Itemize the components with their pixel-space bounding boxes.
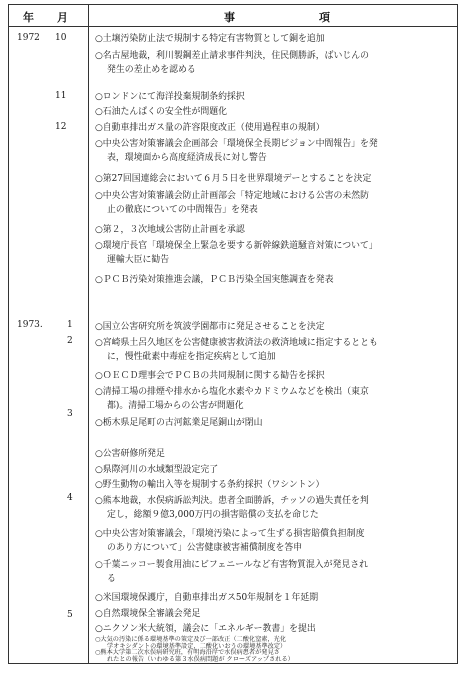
event-item: ○ＯＥＣＤ理事会でＰＣＢの共同規制に関する勧告を採択 bbox=[95, 371, 325, 381]
year-label: 1973. bbox=[17, 320, 43, 330]
event-item: ○ニクソン米大統領，議会に「エネルギー教書」を提出 bbox=[95, 624, 316, 634]
event-item: ○自然環境保全審議会発足 bbox=[95, 609, 201, 619]
event-item: ○中央公害対策審議会企画部会「環境保全長期ビジョン中間報告」を発 表，環境面から高度経済成長に対し警告 bbox=[95, 139, 378, 163]
event-item: ○熊本大学第二次水俣病研究班，有明海沿岸で水俣病患者が発見さ れたとの報告（いわゆる第３水俣病問題が クローズアップされる） bbox=[95, 649, 294, 663]
date-column-header bbox=[9, 5, 89, 26]
month-label: 1 bbox=[67, 320, 73, 330]
event-item: ○大気の汚染に係る環境基準の策定及び一部改正（二酸化窒素，光化 学オキシダントの環境基準設定，二酸化いおうの環境基準改定） bbox=[95, 636, 287, 650]
month-label: 4 bbox=[67, 493, 73, 503]
event-item: ○国立公害研究所を筑波学園都市に発足させることを決定 bbox=[95, 322, 325, 332]
event-item: ○公害研修所発足 bbox=[95, 449, 165, 459]
month-label: 12 bbox=[55, 122, 67, 132]
event-item: ○土壌汚染防止法で規制する特定有害物質として銅を追加 bbox=[95, 34, 325, 44]
month-label: 11 bbox=[55, 91, 67, 101]
event-item: ○清掃工場の排煙や排水から塩化水素やカドミウムなどを検出（東京 都)。清掃工場からの公害が問題化 bbox=[95, 387, 369, 411]
column-divider bbox=[88, 27, 89, 664]
table-header bbox=[9, 5, 457, 27]
chronology-table bbox=[8, 4, 458, 664]
event-item: ○自動車排出ガス量の許容限度改正（使用過程車の規制） bbox=[95, 123, 325, 133]
event-item: ○宮崎県土呂久地区を公害健康被害救済法の救済地域に指定するととも に，慢性砒素中毒症を指定疾病として追加 bbox=[95, 338, 378, 362]
event-item: ○中央公害対策審議会防止計画部会「特定地域における公害の未然防 止の徹底についての中間報告」を発表 bbox=[95, 191, 369, 215]
event-item: ○栃木県足尾町の古河鉱業足尾銅山が閉山 bbox=[95, 418, 263, 428]
event-item: ○第２，３次地域公害防止計画を承認 bbox=[95, 225, 245, 235]
event-item: ○野生動物の輸出入等を規制する条約採択（ワシントン） bbox=[95, 480, 325, 490]
event-item: ○第27回国連総会において６月５日を世界環境デーとすることを決定 bbox=[95, 174, 372, 184]
header-month: 月 bbox=[57, 11, 68, 24]
event-item: ○環境庁長官「環境保全上緊急を要する新幹線鉄道騒音対策について」 運輸大臣に勧告 bbox=[95, 241, 378, 265]
event-item: ○ＰＣＢ汚染対策推進会議，ＰＣＢ汚染全国実態調査を発表 bbox=[95, 275, 334, 285]
month-label: 2 bbox=[67, 336, 73, 346]
event-item: ○熊本地裁，水俣病訴訟判決。患者全面勝訴，チッソの過失責任を判 定し，総額９億3,000万円の損害賠償の支払を命じた bbox=[95, 496, 369, 520]
event-item: ○千葉ニッコー製食用油にビフェニールなど有害物質混入が発見され る bbox=[95, 560, 369, 584]
event-item: ○米国環境保護庁，自動車排出ガス50年規制を１年延期 bbox=[95, 593, 319, 603]
event-item: ○中央公害対策審議会，「環境汚染によって生ずる損害賠償負担制度 のあり方について」公害健康被害補償制度を答申 bbox=[95, 529, 365, 553]
header-event-1: 事 bbox=[224, 11, 235, 24]
event-item: ○県際河川の水域類型設定完了 bbox=[95, 465, 219, 475]
month-label: 5 bbox=[67, 610, 73, 620]
event-item: ○ロンドンにて海洋投棄規制条約採択 bbox=[95, 92, 245, 102]
event-item: ○石油たんぱくの安全性が問題化 bbox=[95, 107, 227, 117]
event-item: ○名古屋地裁，利川製鋼差止請求事件判決，住民側勝訴，ばいじんの 発生の差止めを認める bbox=[95, 51, 369, 75]
year-label: 1972 bbox=[17, 33, 40, 43]
header-event-2: 項 bbox=[319, 11, 330, 24]
month-label: 3 bbox=[67, 409, 73, 419]
header-year: 年 bbox=[23, 11, 34, 24]
month-label: 10 bbox=[55, 33, 67, 43]
